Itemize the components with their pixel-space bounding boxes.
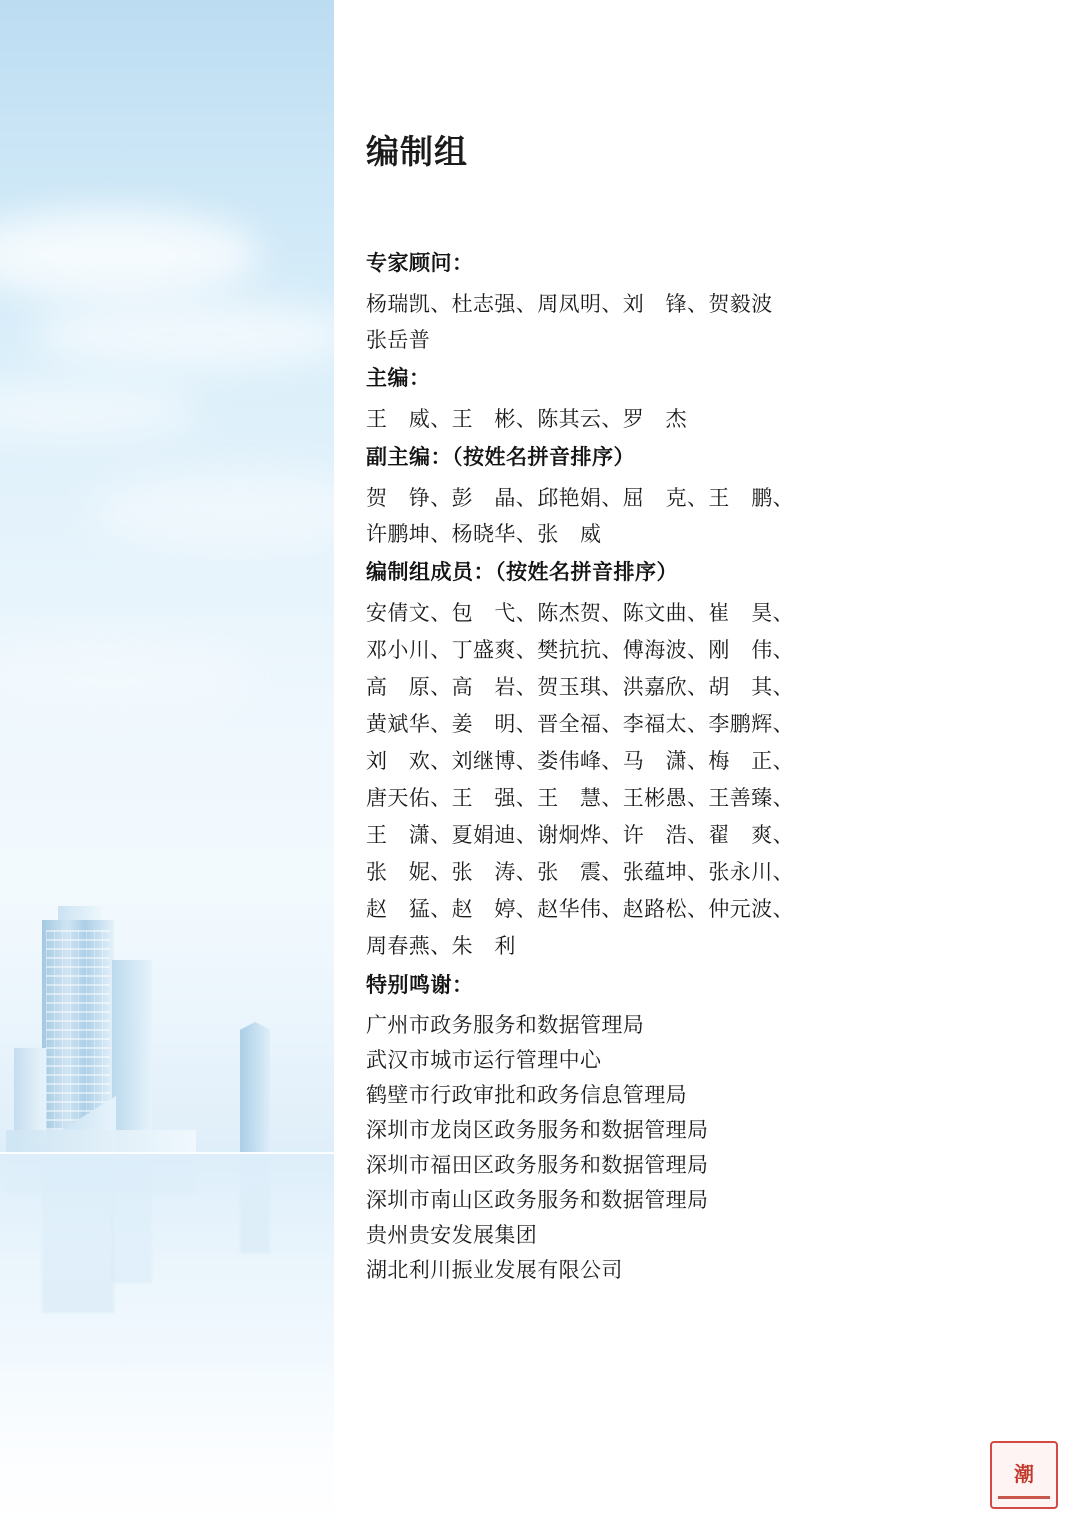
cloud-shape (90, 470, 334, 550)
section-body (366, 401, 926, 437)
section-body (366, 1008, 926, 1288)
section-heading: 特别鸣谢： (366, 974, 474, 997)
credit-section (366, 441, 926, 552)
skyline-tower-far (240, 1022, 270, 1152)
watermark-bar (998, 1496, 1050, 1499)
section-heading: 副主编：（按姓名拼音排序） (366, 446, 635, 469)
skyline-podium (6, 1130, 196, 1152)
cover-illustration-panel (0, 0, 334, 1527)
name-line: 张 妮、张 涛、张 震、张蕴坤、张永川、 (366, 860, 794, 884)
name-line: 刘 欢、刘继博、娄伟峰、马 潇、梅 正、 (366, 749, 794, 773)
name-line: 赵 猛、赵 婷、赵华伟、赵路松、仲元波、 (366, 897, 794, 921)
credit-section (366, 969, 926, 1288)
section-body (366, 480, 926, 552)
credits-sections (366, 247, 926, 1292)
cloud-shape (0, 640, 250, 710)
page-content (334, 0, 1080, 1527)
organization-line: 深圳市龙岗区政务服务和数据管理局 (366, 1118, 709, 1142)
section-heading: 主编： (366, 367, 431, 390)
name-line: 周春燕、朱 利 (366, 934, 516, 958)
section-body (366, 595, 926, 965)
section-body (366, 286, 926, 358)
organization-line: 广州市政务服务和数据管理局 (366, 1013, 645, 1037)
organization-line: 湖北利川振业发展有限公司 (366, 1258, 623, 1282)
name-line: 高 原、高 岩、贺玉琪、洪嘉欣、胡 其、 (366, 675, 794, 699)
name-line: 王 威、王 彬、陈其云、罗 杰 (366, 407, 687, 431)
organization-line: 武汉市城市运行管理中心 (366, 1048, 602, 1072)
credit-section (366, 556, 926, 965)
watermark-label: 潮 (1014, 1464, 1034, 1486)
name-line: 杨瑞凯、杜志强、周凤明、刘 锋、贺毅波 (366, 292, 773, 316)
cloud-shape (0, 380, 200, 440)
organization-line: 贵州贵安发展集团 (366, 1223, 538, 1247)
name-line: 邓小川、丁盛爽、樊抗抗、傅海波、刚 伟、 (366, 638, 794, 662)
page-title: 编制组 (366, 133, 468, 170)
section-heading: 专家顾问： (366, 252, 474, 275)
name-line: 安倩文、包 弋、陈杰贺、陈文曲、崔 昊、 (366, 601, 794, 625)
name-line: 王 潇、夏娟迪、谢炯烨、许 浩、翟 爽、 (366, 823, 794, 847)
credit-section (366, 362, 926, 437)
section-heading: 编制组成员：（按姓名拼音排序） (366, 561, 678, 584)
watermark-stamp (990, 1441, 1058, 1509)
skyline-tower-secondary (112, 960, 152, 1152)
organization-line: 深圳市南山区政务服务和数据管理局 (366, 1188, 709, 1212)
cloud-shape (0, 210, 260, 300)
tower-reflection (240, 1153, 270, 1253)
name-line: 贺 铮、彭 晶、邱艳娟、屈 克、王 鹏、 (366, 486, 794, 510)
cloud-shape (30, 300, 334, 370)
credit-section (366, 247, 926, 358)
name-line: 张岳普 (366, 328, 431, 352)
organization-line: 鹤壁市行政审批和政务信息管理局 (366, 1083, 687, 1107)
name-line: 黄斌华、姜 明、晋全福、李福太、李鹏辉、 (366, 712, 794, 736)
organization-line: 深圳市福田区政务服务和数据管理局 (366, 1153, 709, 1177)
name-line: 许鹏坤、杨晓华、张 威 (366, 522, 602, 546)
podium-reflection (6, 1153, 196, 1193)
name-line: 唐天佑、王 强、王 慧、王彬愚、王善臻、 (366, 786, 794, 810)
